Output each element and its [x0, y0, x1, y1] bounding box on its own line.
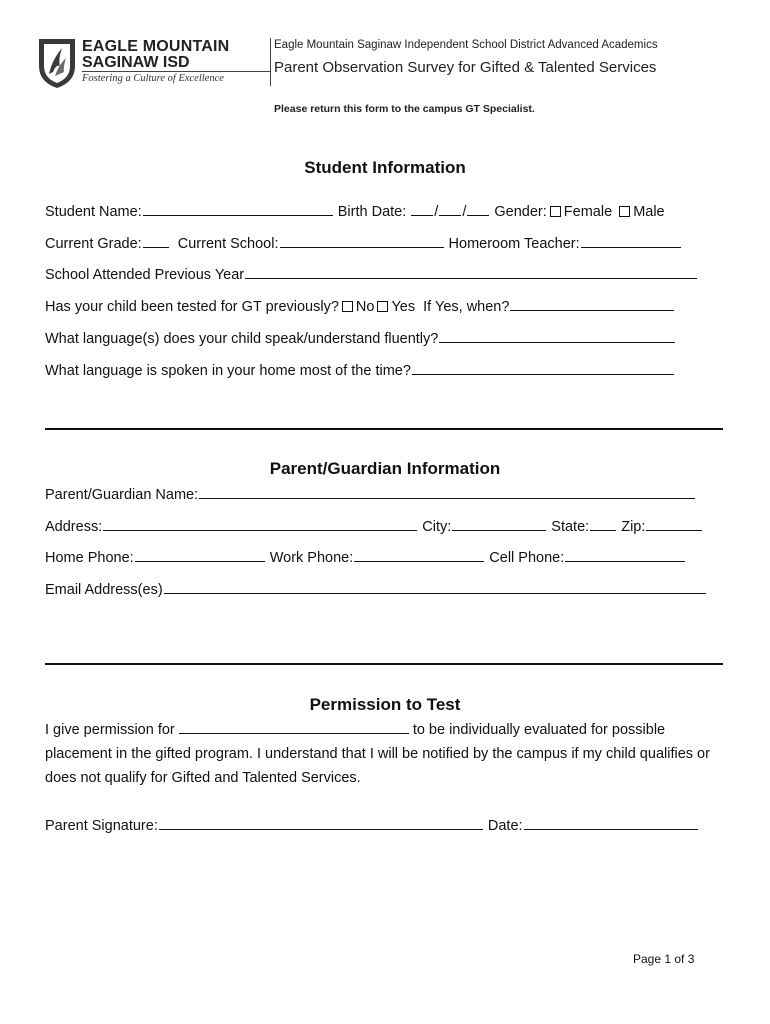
return-instruction: Please return this form to the campus GT Specialist.	[274, 103, 535, 115]
address-label: Address:	[45, 519, 103, 535]
female-label: Female	[563, 204, 613, 220]
eagle-shield-icon	[36, 36, 78, 90]
home-phone-field[interactable]	[135, 549, 265, 562]
current-grade-label: Current Grade:	[45, 236, 142, 252]
form-title: Parent Observation Survey for Gifted & Talented Services	[274, 59, 657, 76]
logo-line-2: SAGINAW ISD	[82, 54, 190, 71]
page-number: Page 1 of 3	[633, 952, 695, 966]
male-checkbox[interactable]	[619, 206, 630, 217]
current-school-label: Current School:	[177, 236, 279, 252]
city-field[interactable]	[452, 518, 546, 531]
homeroom-teacher-field[interactable]	[581, 235, 681, 248]
zip-field[interactable]	[646, 518, 702, 531]
current-school-field[interactable]	[280, 235, 444, 248]
student-info-heading: Student Information	[304, 158, 466, 177]
email-label: Email Address(es)	[45, 582, 163, 598]
parent-name-field[interactable]	[199, 486, 695, 499]
male-label: Male	[633, 204, 665, 220]
date-separator: /	[462, 204, 467, 220]
parent-row-1	[45, 486, 696, 503]
district-name: Eagle Mountain Saginaw Independent School District Advanced Academics	[274, 39, 658, 51]
home-phone-label: Home Phone:	[45, 550, 134, 566]
signature-field[interactable]	[159, 817, 483, 830]
logo-line-1: EAGLE MOUNTAIN	[82, 38, 230, 55]
permission-heading: Permission to Test	[309, 695, 461, 714]
if-yes-label: If Yes, when?	[423, 299, 510, 315]
zip-label: Zip:	[621, 519, 646, 535]
homeroom-teacher-label: Homeroom Teacher:	[448, 236, 580, 252]
work-phone-field[interactable]	[354, 549, 484, 562]
state-label: State:	[551, 519, 590, 535]
cell-phone-label: Cell Phone:	[489, 550, 565, 566]
birth-day-field[interactable]	[439, 203, 461, 216]
logo-tagline: Fostering a Culture of Excellence	[82, 73, 224, 84]
permission-paragraph	[45, 718, 735, 790]
student-row-3	[45, 266, 698, 283]
date-separator: /	[434, 204, 439, 220]
tested-yes-label: Yes	[391, 299, 416, 315]
gender-label: Gender:	[494, 204, 547, 220]
student-row-6	[45, 362, 675, 379]
tested-no-label: No	[355, 299, 375, 315]
parent-row-2	[45, 518, 703, 535]
work-phone-label: Work Phone:	[269, 550, 354, 566]
parent-name-label: Parent/Guardian Name:	[45, 487, 199, 503]
permission-text-before: I give permission for	[45, 722, 175, 738]
tested-yes-checkbox[interactable]	[377, 301, 388, 312]
previous-school-label: School Attended Previous Year	[45, 267, 245, 283]
birth-year-field[interactable]	[467, 203, 489, 216]
female-checkbox[interactable]	[550, 206, 561, 217]
parent-row-4	[45, 581, 707, 598]
languages-field[interactable]	[439, 330, 675, 343]
tested-no-checkbox[interactable]	[342, 301, 353, 312]
previous-school-field[interactable]	[245, 266, 697, 279]
current-grade-field[interactable]	[143, 235, 169, 248]
signature-row	[45, 817, 699, 834]
student-row-2	[45, 235, 682, 252]
district-logo	[36, 36, 236, 92]
home-language-question: What language is spoken in your home most of the time?	[45, 363, 411, 379]
address-field[interactable]	[103, 518, 417, 531]
city-label: City:	[422, 519, 452, 535]
permission-text-after: to be individually evaluated for possible placement in the gifted program. I understand that I will be notified by the campus if my child qualifies or does not qualify for Gifted and Talented Services.	[45, 722, 710, 786]
birth-month-field[interactable]	[411, 203, 433, 216]
logo-vertical-divider	[270, 38, 271, 86]
email-field[interactable]	[164, 581, 706, 594]
signature-label: Parent Signature:	[45, 818, 158, 834]
section-divider	[45, 663, 723, 665]
home-language-field[interactable]	[412, 362, 674, 375]
languages-question: What language(s) does your child speak/understand fluently?	[45, 331, 439, 347]
student-row-5	[45, 330, 676, 347]
student-name-field[interactable]	[143, 203, 333, 216]
tested-question: Has your child been tested for GT previously?	[45, 299, 339, 315]
cell-phone-field[interactable]	[565, 549, 685, 562]
parent-info-heading: Parent/Guardian Information	[269, 459, 501, 478]
state-field[interactable]	[590, 518, 616, 531]
date-field[interactable]	[524, 817, 698, 830]
section-divider	[45, 428, 723, 430]
birth-date-label: Birth Date:	[337, 204, 407, 220]
logo-divider	[82, 71, 270, 72]
student-name-label: Student Name:	[45, 204, 142, 220]
tested-when-field[interactable]	[510, 298, 674, 311]
parent-row-3	[45, 549, 686, 566]
child-name-field[interactable]	[179, 721, 409, 734]
student-row-4	[45, 298, 675, 315]
date-label: Date:	[487, 818, 523, 834]
student-row-1	[45, 203, 665, 220]
